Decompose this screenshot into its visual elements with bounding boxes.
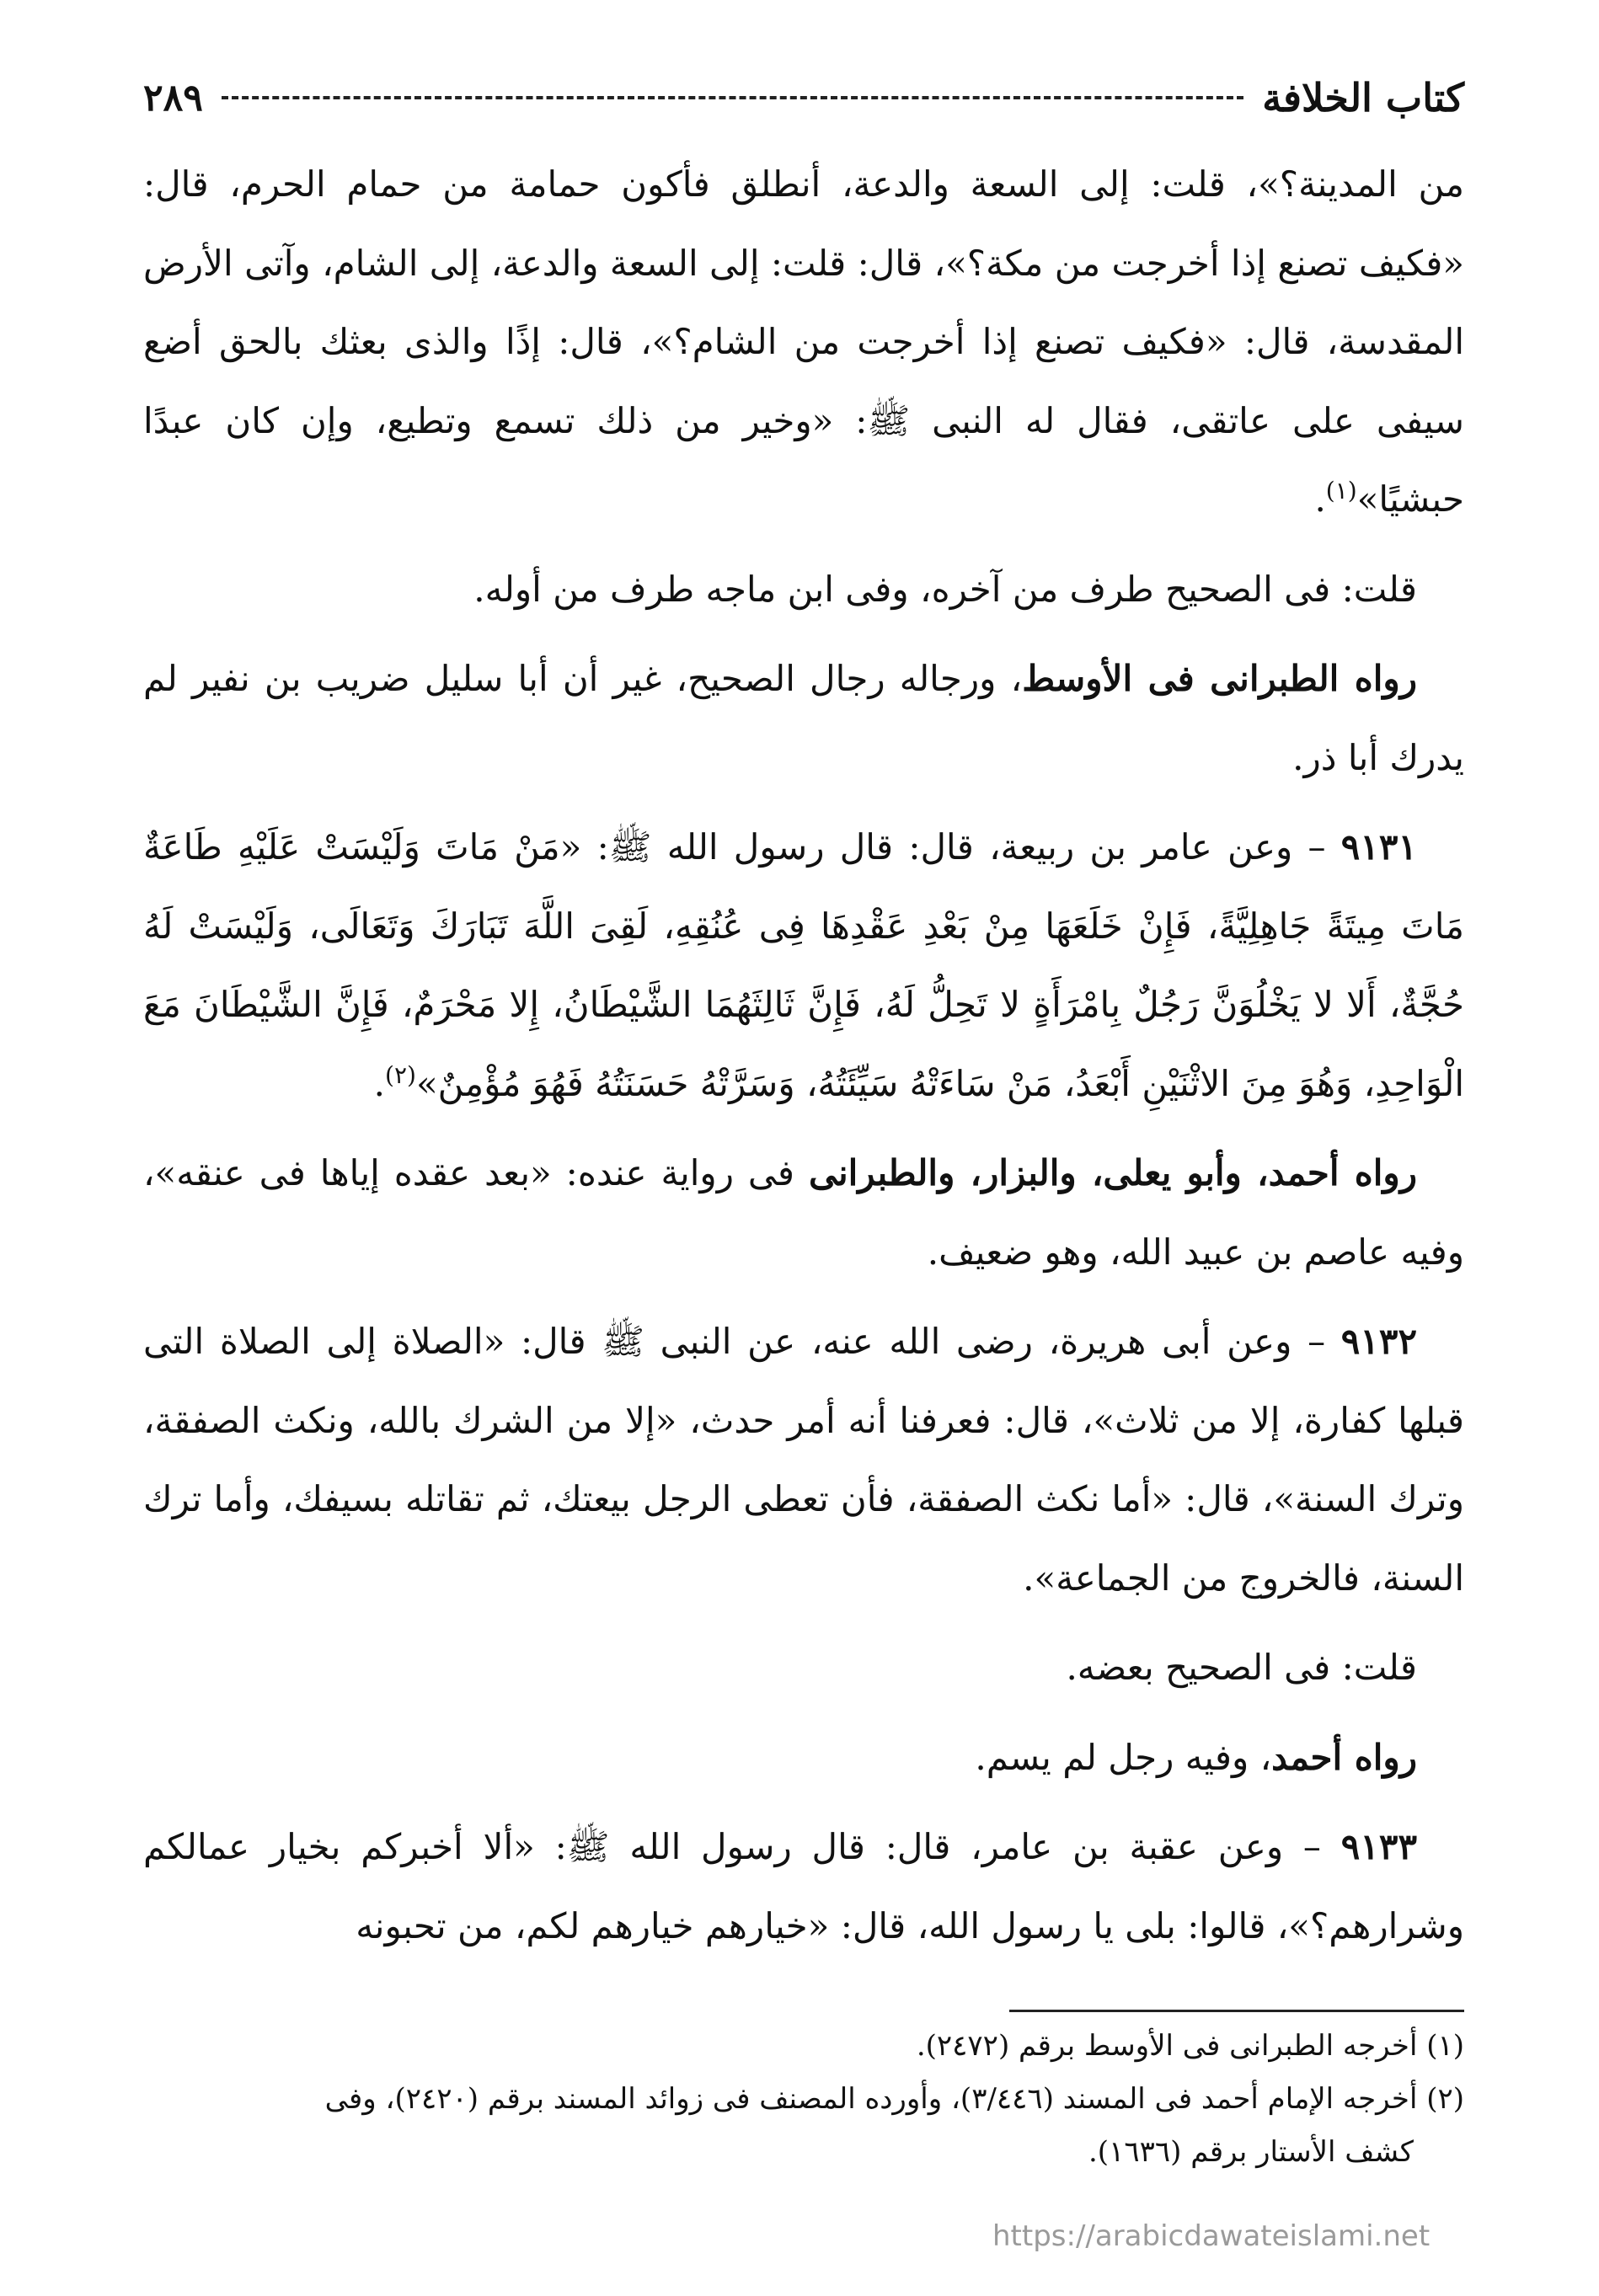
paragraph-text: فى رواية عنده: «بعد عقده إياها فى عنقه»، وفيه عاصم بن عبيد الله، وهو ضعيف. [143, 1152, 1464, 1273]
hadith-9133 [143, 1807, 1464, 1965]
footnote-1: (١) أخرجه الطبرانى فى الأوسط برقم (٢٤٧٢). [916, 2029, 1464, 2063]
page-number: ٢٨٩ [143, 76, 203, 120]
hadith-number: ٩١٣٣ [1340, 1826, 1417, 1867]
paragraph-text: ، وفيه رجل لم يسم. [975, 1736, 1272, 1778]
header-dashed-rule [222, 96, 1243, 99]
hadith-text: – وعن أبى هريرة، رضى الله عنه، عن النبى ﷺ قال: «الصلاة إلى الصلاة التى قبلها كفارة، إلا من ثلاث»، قال: فعرفنا أنه أمر حدث، «إلا من الشرك بالله، ونكث الصفقة، وترك السنة»، قال: «أما نكث الصفقة، فأن تعطى الرجل بيعتك، ثم تقاتله بسيفك، وأما ترك السنة، فالخروج من الجماعة». [143, 1321, 1464, 1599]
book-title: كتاب الخلافة [1262, 75, 1464, 120]
paragraph-text: من المدينة؟»، قلت: إلى السعة والدعة، أنطلق فأكون حمامة من حمام الحرم، قال: «فكيف تصنع إذا أخرجت من مكة؟»، قال: قلت: إلى السعة والدعة، إلى الشام، وآتى الأرض المقدسة، قال: «فكيف تصنع إذا أخرجت من الشام؟»، قال: إذًا والذى بعثك بالحق أضع سيفى على عاتقى، فقال له النبى ﷺ: «وخير من ذلك تسمع وتطيع، وإن كان عبدًا حبشيًا» [143, 163, 1464, 520]
paragraph-narration-source [143, 639, 1464, 797]
paragraph-text: ، ورجاله رجال الصحيح، غير أن أبا سليل ضريب بن نفير لم يدرك أبا ذر. [143, 658, 1464, 778]
footnote-ref-1: (١) [1325, 477, 1357, 505]
hadith-number: ٩١٣٢ [1340, 1321, 1417, 1362]
hadith-text: – وعن عقبة بن عامر، قال: قال رسول الله ﷺ: «ألا أخبركم بخيار عمالكم وشرارهم؟»، قالوا: بلى يا رسول الله، قال: «خيارهم خيارهم لكم، من تحبونه [143, 1826, 1464, 1946]
paragraph-note-sahih [143, 1628, 1464, 1707]
footnote-ref-2: (٢) [385, 1060, 416, 1089]
hadith-text: – وعن عامر بن ربيعة، قال: قال رسول الله ﷺ: «مَنْ مَاتَ وَلَيْسَتْ عَلَيْهِ طَاعَةٌ مَاتَ مِيتَةً جَاهِلِيَّةً، فَإِنْ خَلَعَهَا مِنْ بَعْدِ عَقْدِهَا فِى عُنُقِهِ، لَقِىَ اللَّهَ تَبَارَكَ وَتَعَالَى، وَلَيْسَتْ لَهُ حُجَّةٌ، أَلا لا يَخْلُوَنَّ رَجُلٌ بِامْرَأَةٍ لا تَحِلُّ لَهُ، فَإِنَّ ثَالِثَهُمَا الشَّيْطَانُ، إِلا مَحْرَمٌ، فَإِنَّ الشَّيْطَانَ مَعَ الْوَاحِدِ، وَهُوَ مِنَ الاثْنَيْنِ أَبْعَدُ، مَنْ سَاءَتْهُ سَيِّئَتُهُ، وَسَرَّتْهُ حَسَنَتُهُ فَهُوَ مُؤْمِنٌ» [143, 826, 1464, 1104]
main-text [143, 145, 1464, 1976]
watermark-url: https://arabicdawateislami.net [992, 2219, 1431, 2253]
footnote-2: (٢) أخرجه الإمام أحمد فى المسند (٣/٤٤٦)، وأورده المصنف فى زوائد المسند برقم (٢٤٢٠)، وفى [324, 2082, 1464, 2116]
hadith-9132 [143, 1302, 1464, 1617]
source-bold: رواه أحمد، وأبو يعلى، والبزار، والطبرانى [808, 1152, 1417, 1193]
paragraph-text: قلت: فى الصحيح بعضه. [1066, 1647, 1417, 1688]
footnotes [143, 2020, 1464, 2179]
page-header [143, 64, 1464, 131]
hadith-number: ٩١٣١ [1340, 826, 1417, 868]
paragraph-narration-source [143, 1718, 1464, 1797]
footnote-2-continuation: كشف الأستار برقم (١٦٣٦). [1088, 2135, 1414, 2169]
paragraph-continuation: من المدينة؟»، قلت: إلى السعة والدعة، أنطلق فأكون حمامة من حمام الحرم، قال: «فكيف تصنع إذا أخرجت من مكة؟»، قال: قلت: إلى السعة والدعة، إلى الشام، وآتى الأرض المقدسة، قال: «فكيف تصنع إذا أخرجت من الشام؟»، قال: إذًا والذى بعثك بالحق أضع سيفى على عاتقى، فقال له النبى ﷺ: «وخير من ذلك تسمع وتطيع، وإن كان عبدًا حبشيًا»$^{(١)}$. [143, 163, 1464, 520]
paragraph-narration-source [143, 1134, 1464, 1291]
hadith-end: . [373, 1062, 386, 1104]
source-bold: رواه الطبرانى فى الأوسط [1022, 658, 1417, 699]
paragraph-text: قلت: فى الصحيح طرف من آخره، وفى ابن ماجه طرف من أوله. [473, 568, 1417, 610]
source-bold: رواه أحمد [1271, 1736, 1417, 1778]
hadith-9131 [143, 808, 1464, 1123]
footnote-divider [1009, 2010, 1464, 2012]
paragraph-note-sahih [143, 550, 1464, 629]
